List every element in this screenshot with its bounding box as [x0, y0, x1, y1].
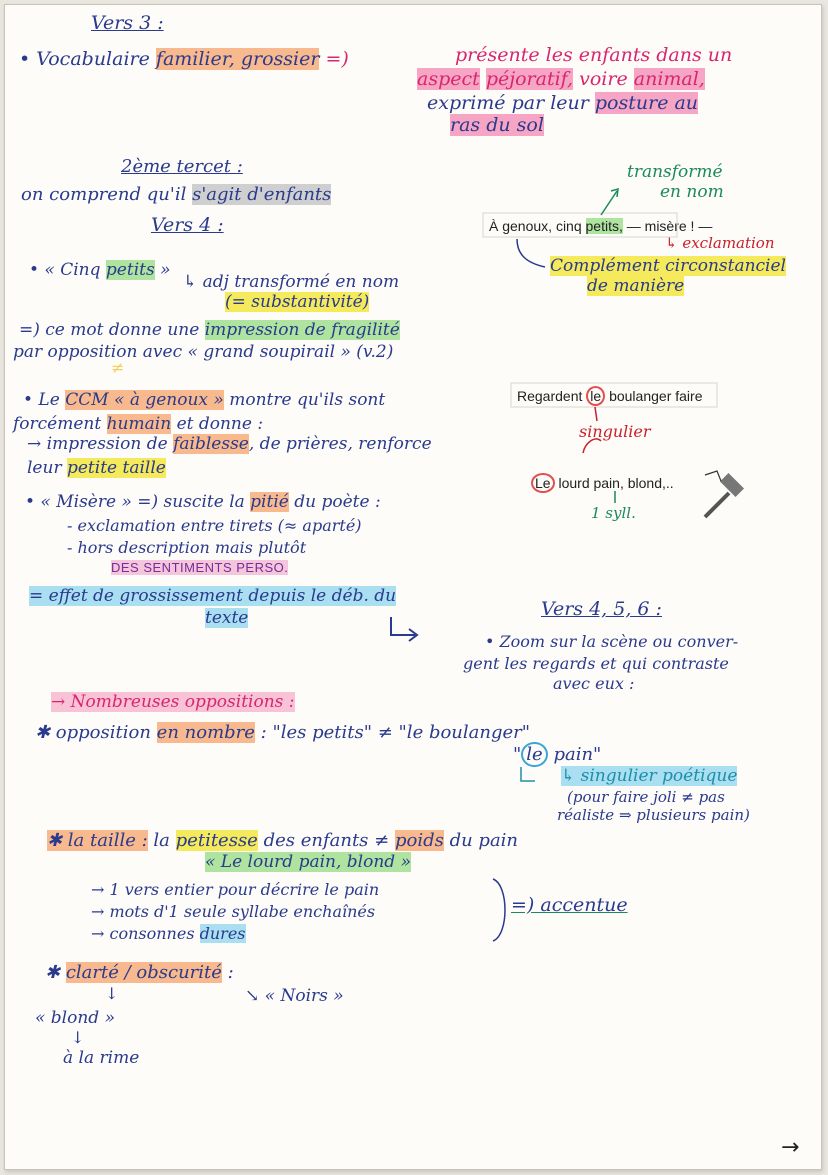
vocab-lead: Vocabulaire: [36, 48, 150, 70]
poids-hl: poids: [394, 830, 444, 851]
effect-voire: voire: [579, 68, 628, 90]
petitesse-mid: des enfants ≠: [263, 830, 390, 851]
heading-vers-4: Vers 4 :: [151, 214, 224, 236]
dash-exclamation: - exclamation entre tirets (≈ aparté): [67, 516, 362, 535]
arrow-line-1: → 1 vers entier pour décrire le pain: [91, 880, 380, 899]
forcement-post: et donne :: [176, 414, 264, 434]
accentue-text: =) accentue: [511, 894, 628, 916]
fragility-pre: =) ce mot donne une: [19, 320, 200, 340]
fragility-hl: impression de fragilité: [204, 320, 400, 340]
arrow-singulier-le-icon: [583, 439, 601, 453]
singulier-poetique-hl: ↳ singulier poétique: [561, 766, 738, 786]
forcement-pre: forcément: [13, 414, 102, 434]
nombreuses-hl: → Nombreuses oppositions :: [51, 692, 295, 712]
arrow-to-complement-icon: [517, 239, 545, 267]
singulier-label: singulier: [579, 422, 651, 441]
effect-pejoratif: péjoratif,: [485, 68, 574, 90]
le-pain-pre: ": [513, 744, 522, 765]
arrow-3-pre: → consonnes: [91, 924, 195, 943]
printed-verse-2-pre: Regardent: [517, 388, 583, 404]
printed-verse-2-le: le: [586, 386, 605, 406]
forcement-hl: humain: [106, 414, 172, 434]
clarte-hl: clarté / obscurité: [65, 962, 222, 983]
dash-hors-description: - hors description mais plutôt: [67, 538, 307, 557]
lourd-pain-hl: « Le lourd pain, blond »: [205, 852, 411, 872]
le-pain-le: le: [521, 742, 547, 767]
notes-page: [4, 4, 822, 1170]
neq-sign: ≠: [111, 358, 125, 377]
heading-2eme-tercet: 2ème tercet :: [121, 156, 243, 177]
impression-pre: → impression de: [27, 434, 168, 454]
cinq-pre: • « Cinq: [29, 260, 101, 280]
le-pain-post: pain": [553, 744, 602, 765]
arrow-3-hl: dures: [199, 924, 246, 943]
transforme-label: transformé: [627, 162, 723, 182]
caps-sentiments-hl: DES SENTIMENTS PERSO.: [111, 560, 289, 575]
heading-vers-3: Vers 3 :: [91, 12, 164, 34]
bullet: •: [19, 48, 31, 70]
printed-verse-1-pre: À genoux, cinq: [489, 218, 582, 234]
misere-pre: • « Misère » =) suscite la: [25, 492, 245, 512]
zoom-line-2: gent les regards et qui contraste: [463, 654, 729, 673]
syll-label: 1 syll.: [591, 504, 636, 522]
arrow-implies: =): [325, 48, 349, 70]
ccm-pre: • Le: [23, 390, 60, 410]
arrow-to-transforme-icon: [601, 191, 617, 215]
petitesse-hl: petitesse: [175, 830, 258, 851]
printed-verse-3-le: Le: [531, 473, 555, 493]
pour-faire-line-2: réaliste ⇒ plusieurs pain): [557, 806, 750, 824]
misere-hl: pitié: [250, 492, 289, 512]
printed-verse-1-post: — misère ! —: [626, 218, 713, 234]
effect-ras-du-sol: ras du sol: [450, 114, 544, 136]
arrow-line-2: → mots d'1 seule syllabe enchaînés: [91, 902, 376, 921]
exclamation-label: ↳ exclamation: [665, 234, 775, 252]
opp-hl: en nombre: [156, 722, 255, 743]
misere-post: du poète :: [294, 492, 381, 512]
opp-pre: ✱ opposition: [35, 722, 151, 743]
blond-label: « blond »: [35, 1008, 115, 1028]
rime-label: à la rime: [63, 1048, 140, 1068]
printed-box-1: [483, 213, 677, 237]
effet-hl-2: texte: [205, 608, 249, 628]
down-arrow-1: ↓: [105, 984, 119, 1003]
cinq-petits-hl: petits: [105, 260, 155, 280]
tercet-line-hl: s'agit d'enfants: [192, 184, 332, 205]
effect-line-1: présente les enfants dans un: [455, 44, 733, 66]
noirs-label: ↘ « Noirs »: [245, 986, 344, 1006]
pour-faire-line-1: (pour faire joli ≠ pas: [567, 788, 725, 806]
printed-verse-2-post: boulanger faire: [609, 388, 703, 404]
effect-aspect: aspect: [417, 68, 480, 90]
effect-animal: animal,: [633, 68, 705, 90]
impression-post: , de prières, renforce: [248, 434, 432, 454]
effect-posture: posture au: [594, 92, 699, 114]
complement-hl-1: Complément circonstanciel: [550, 256, 786, 276]
printed-box-2: [511, 383, 717, 407]
taille-pre: leur: [27, 458, 62, 478]
vocab-highlight: familier, grossier: [155, 48, 320, 70]
clarte-post: :: [227, 962, 234, 983]
zoom-line-3: avec eux :: [553, 674, 635, 693]
en-nom-label: en nom: [660, 182, 724, 202]
impression-hl: faiblesse: [173, 434, 249, 454]
effet-hl-1: = effet de grossissement depuis le déb. du: [29, 586, 397, 606]
printed-verse-1-petits: petits,: [585, 218, 623, 234]
printed-verse-3-post: lourd pain, blond,..: [558, 475, 674, 491]
substantivite-hl: (= substantivité): [225, 292, 370, 312]
taille-hl: petite taille: [66, 458, 166, 478]
heading-vers-456: Vers 4, 5, 6 :: [541, 598, 662, 620]
hammer-icon: [705, 471, 744, 517]
clarte-pre: ✱: [45, 962, 61, 983]
effect-exprime: exprimé par leur: [427, 92, 589, 114]
zoom-line-1: • Zoom sur la scène ou conver-: [485, 632, 739, 651]
adj-transforme-line: ↳ adj transformé en nom: [183, 272, 400, 292]
taille-label-hl: ✱ la taille :: [47, 830, 148, 851]
petitesse-pre: la: [153, 830, 170, 851]
next-page-arrow-icon: →: [781, 1135, 800, 1160]
complement-hl-2: de manière: [587, 276, 685, 296]
cinq-post: »: [160, 260, 171, 280]
arrow-le-singulier-icon: [595, 407, 597, 421]
ccm-post: montre qu'ils sont: [229, 390, 386, 410]
bracket-arrow-icon: [391, 617, 417, 641]
down-arrow-2: ↓: [71, 1028, 85, 1047]
petitesse-post: du pain: [449, 830, 519, 851]
tercet-line-pre: on comprend qu'il: [21, 184, 187, 205]
bracket-accentue-icon: [493, 879, 505, 941]
opp-post: : "les petits" ≠ "le boulanger": [260, 722, 531, 743]
opposition-soupirail-line: par opposition avec « grand soupirail » (v.2): [13, 342, 394, 362]
decorations: [5, 5, 821, 1169]
ccm-hl: CCM « à genoux »: [65, 390, 224, 410]
arrow-pain-icon: [521, 767, 535, 781]
